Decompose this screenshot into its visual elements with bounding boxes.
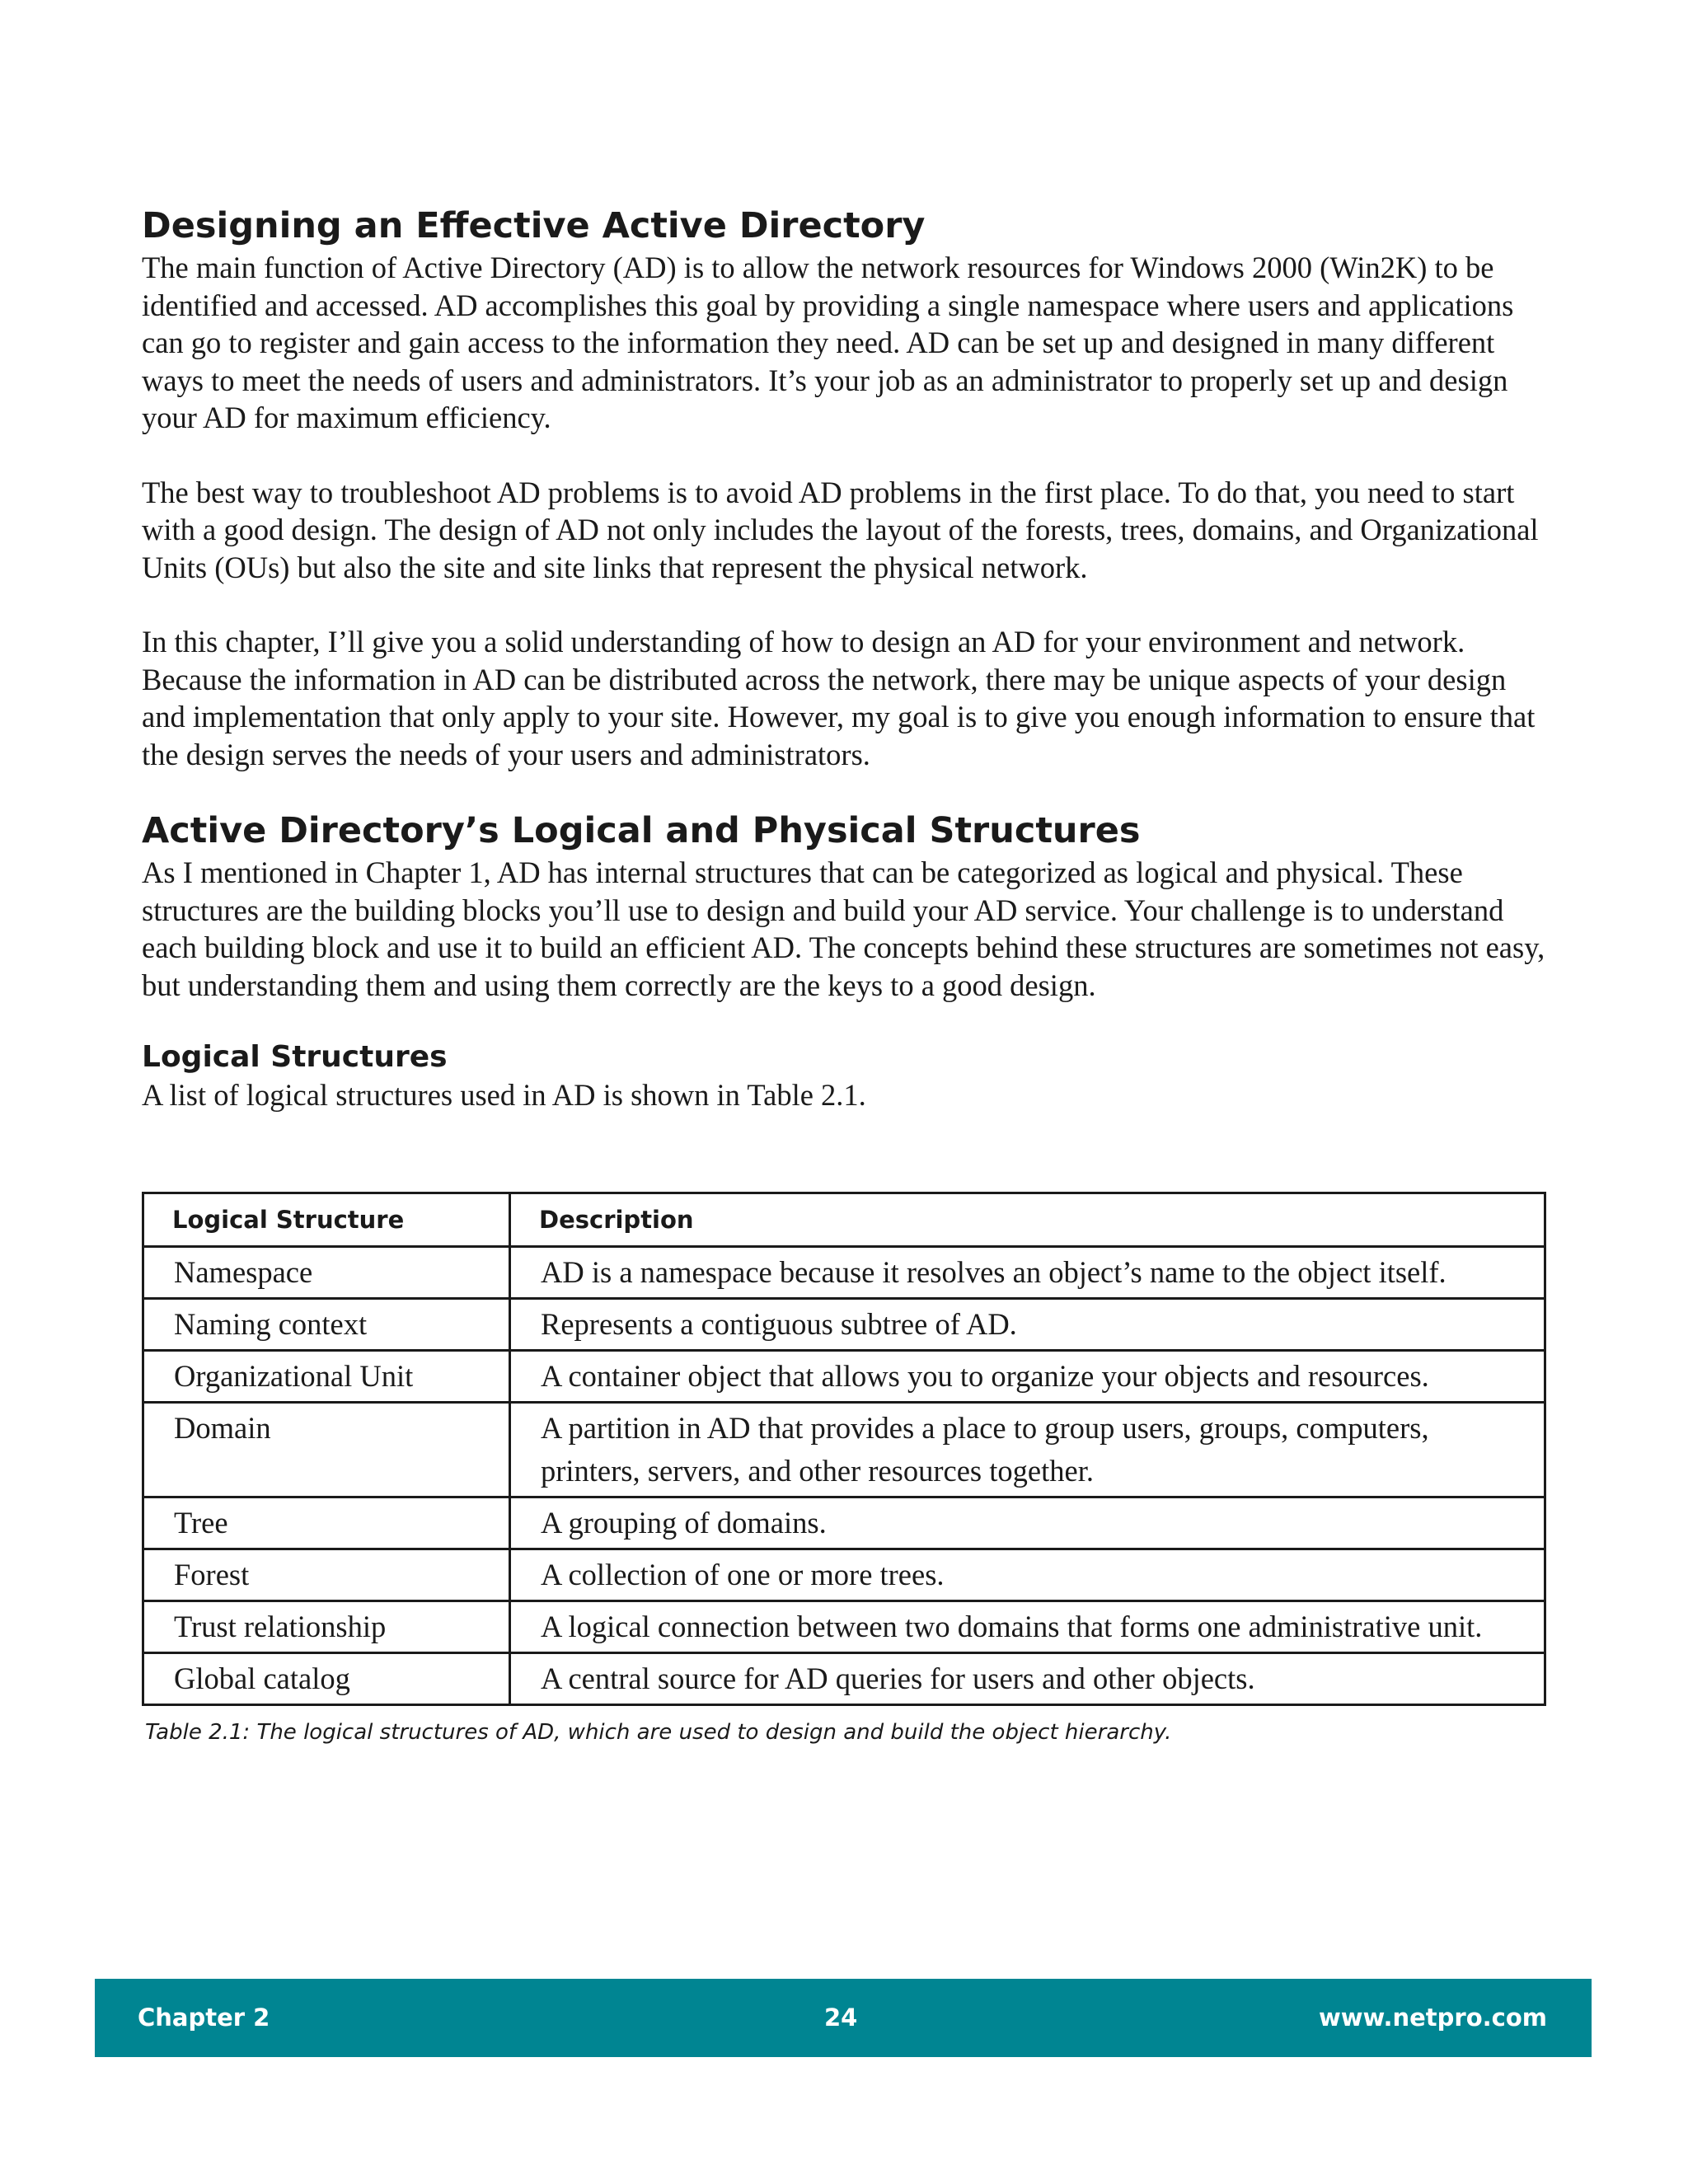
section-heading-structures: Active Directory’s Logical and Physical Structures [142, 810, 1141, 851]
table-header-cell: Description [510, 1193, 1545, 1247]
footer-page-number: 24 [824, 2004, 858, 2032]
table-cell-structure: Trust relationship [143, 1601, 510, 1653]
paragraph: In this chapter, I’ll give you a solid understanding of how to design an AD for your environment and network. Because the information in AD can be distributed across the network, there may be unique aspects of your design and implementation that only apply to your site. However, my goal is to give you enough information to ensure that the design serves the needs of your users and administrators. [142, 625, 1536, 771]
table-cell-structure: Domain [143, 1403, 510, 1497]
paragraph: A list of logical structures used in AD is shown in Table 2.1. [142, 1078, 866, 1112]
table-cell-description: A central source for AD queries for users and other objects. [510, 1653, 1545, 1705]
table-cell-description: AD is a namespace because it resolves an object’s name to the object itself. [510, 1247, 1545, 1299]
table-header-row [143, 1193, 1545, 1247]
table-cell-structure: Organizational Unit [143, 1351, 510, 1403]
table-cell-description: A partition in AD that provides a place to group users, groups, computers, printers, servers, and other resources together. [510, 1403, 1545, 1497]
table-row [143, 1403, 1545, 1497]
logical-structures-table [142, 1192, 1546, 1706]
section-heading-designing: Designing an Effective Active Directory [142, 205, 926, 246]
paragraph: The main function of Active Directory (AD) is to allow the network resources for Windows 2000 (Win2K) to be identified and accessed. AD accomplishes this goal by providing a single namespace where users and applications can go to register and gain access to the information they need. AD can be set up and designed in many different ways to meet the needs of users and administrators. It’s your job as an administrator to properly set up and design your AD for maximum efficiency. [142, 251, 1514, 434]
table-cell-description: A container object that allows you to organize your objects and resources. [510, 1351, 1545, 1403]
table-row [143, 1247, 1545, 1299]
main-content [142, 203, 1548, 1114]
table-row [143, 1549, 1545, 1601]
table-cell-structure: Global catalog [143, 1653, 510, 1705]
table-row [143, 1299, 1545, 1351]
table-header-cell: Logical Structure [143, 1193, 510, 1247]
table-row [143, 1497, 1545, 1549]
table-cell-description: A collection of one or more trees. [510, 1549, 1545, 1601]
table-cell-structure: Forest [143, 1549, 510, 1601]
footer-chapter: Chapter 2 [138, 2004, 270, 2032]
table-row [143, 1653, 1545, 1705]
table-cell-structure: Namespace [143, 1247, 510, 1299]
table-cell-structure: Naming context [143, 1299, 510, 1351]
table-cell-description: A grouping of domains. [510, 1497, 1545, 1549]
table-cell-description: A logical connection between two domains that forms one administrative unit. [510, 1601, 1545, 1653]
table-row [143, 1351, 1545, 1403]
footer-bar [95, 1979, 1592, 2057]
paragraph: The best way to troubleshoot AD problems is to avoid AD problems in the first place. To do that, you need to start with a good design. The design of AD not only includes the layout of the forests, trees, domains, and Organizational Units (OUs) but also the site and site links that represent the physical network. [142, 475, 1539, 584]
subsection-heading-logical: Logical Structures [142, 1040, 448, 1074]
table-caption: Table 2.1: The logical structures of AD, which are used to design and build the object hierarchy. [145, 1720, 1172, 1745]
table-row [143, 1601, 1545, 1653]
paragraph: As I mentioned in Chapter 1, AD has internal structures that can be categorized as logical and physical. These structures are the building blocks you’ll use to design and build your AD service. Your challenge is to understand each building block and use it to build an efficient AD. The concepts behind these structures are sometimes not easy, but understanding them and using them correctly are the keys to a good design. [142, 855, 1545, 1002]
footer-website-link[interactable]: www.netpro.com [1318, 2004, 1547, 2032]
table-cell-structure: Tree [143, 1497, 510, 1549]
table-cell-description: Represents a contiguous subtree of AD. [510, 1299, 1545, 1351]
